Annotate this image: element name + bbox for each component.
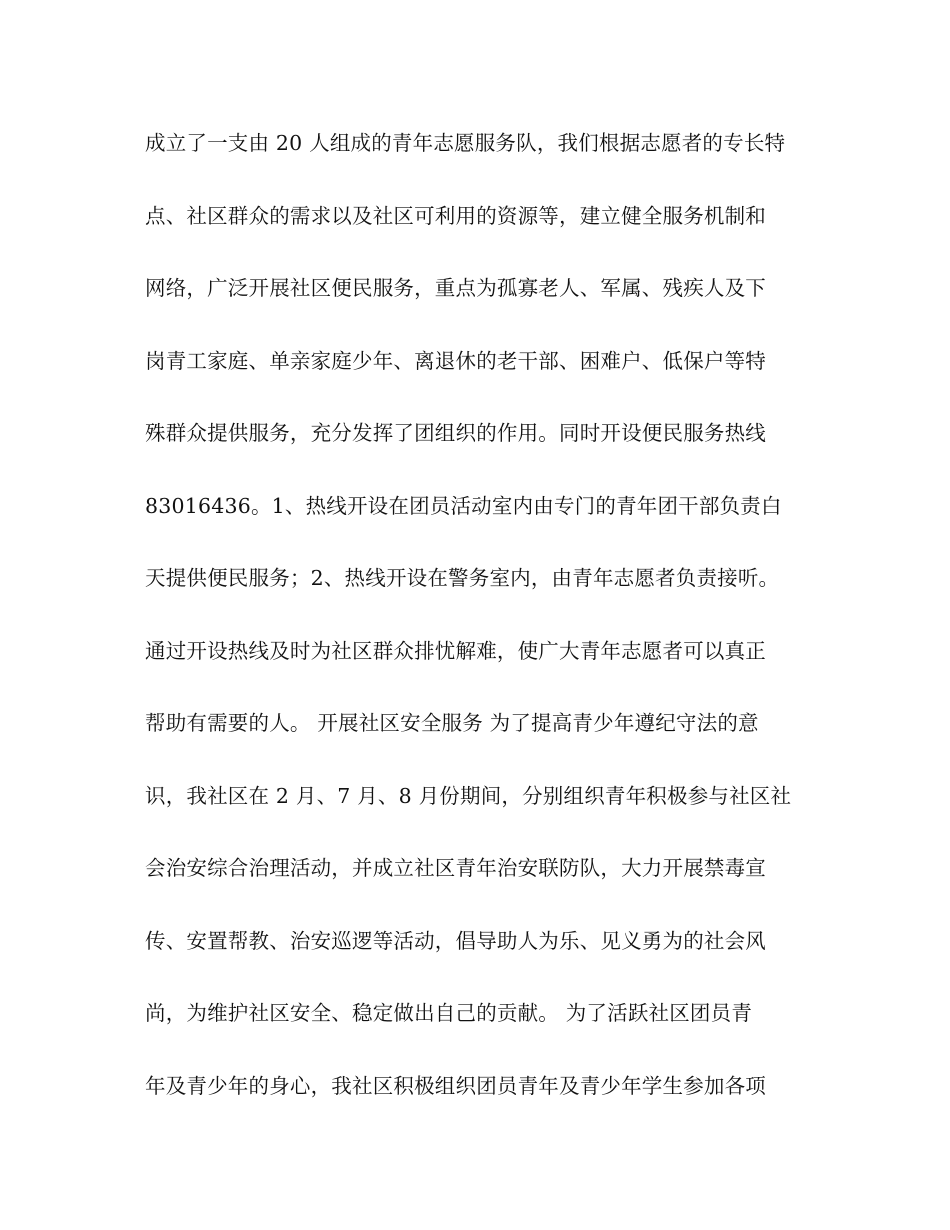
text-line: 帮助有需要的人。 开展社区安全服务 为了提高青少年遵纪守法的意 bbox=[145, 711, 759, 735]
text-line: 岗青工家庭、单亲家庭少年、离退休的老干部、困难户、低保户等特 bbox=[145, 348, 766, 373]
text-line: 83016436。1、热线开设在团员活动室内由专门的青年团干部负责白 bbox=[145, 493, 782, 518]
text-line: 殊群众提供服务，充分发挥了团组织的作用。同时开设便民服务热线 bbox=[145, 421, 766, 445]
text-line: 天提供便民服务；2、热线开设在警务室内，由青年志愿者负责接听。 bbox=[145, 566, 780, 590]
text-line: 会治安综合治理活动，并成立社区青年治安联防队，大力开展禁毒宣 bbox=[145, 856, 766, 880]
text-line: 点、社区群众的需求以及社区可利用的资源等，建立健全服务机制和 bbox=[145, 203, 766, 228]
text-line: 识，我社区在 2 月、7 月、8 月份期间，分别组织青年积极参与社区社 bbox=[145, 783, 792, 808]
body-text bbox=[145, 120, 815, 1135]
text-line: 尚，为维护社区安全、稳定做出自己的贡献。 为了活跃社区团员青 bbox=[145, 1001, 753, 1025]
text-line: 网络，广泛开展社区便民服务，重点为孤寡老人、军属、残疾人及下 bbox=[145, 276, 766, 300]
text-line: 成立了一支由 20 人组成的青年志愿服务队，我们根据志愿者的专长特 bbox=[145, 131, 786, 155]
text-line: 年及青少年的身心，我社区积极组织团员青年及青少年学生参加各项 bbox=[145, 1073, 766, 1098]
text-line: 传、安置帮教、治安巡逻等活动，倡导助人为乐、见义勇为的社会风 bbox=[145, 928, 766, 953]
text-line: 通过开设热线及时为社区群众排忧解难，使广大青年志愿者可以真正 bbox=[145, 638, 766, 663]
